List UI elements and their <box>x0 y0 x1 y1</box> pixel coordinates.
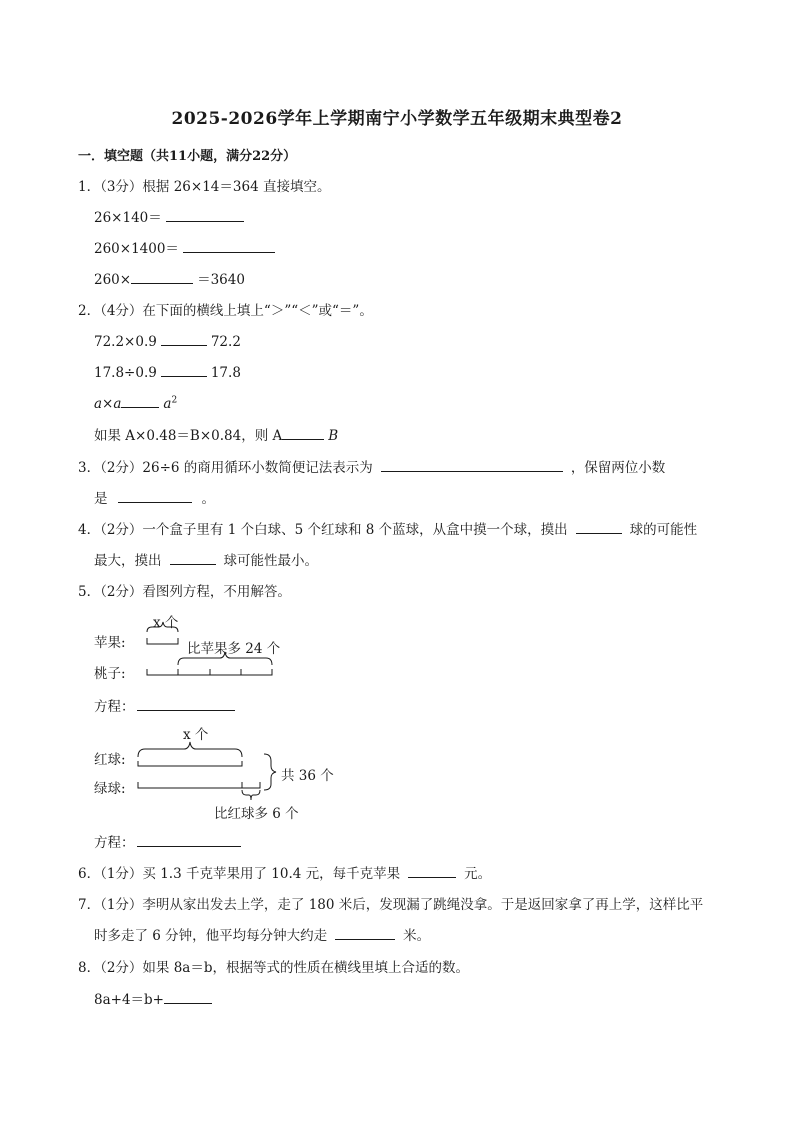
red-x-label: x 个 <box>183 727 209 743</box>
peach-more-label: 比苹果多 24 个 <box>187 641 281 657</box>
total-label: 共 36 个 <box>281 768 334 784</box>
apple-label: 苹果: <box>94 635 126 651</box>
q7-blank[interactable] <box>335 925 395 940</box>
q2-b-left: 17.8÷0.9 <box>94 365 157 381</box>
q8-line-a <box>94 988 216 1008</box>
q3-l2a: 是 <box>94 491 108 507</box>
q2-c-exponent: 2 <box>171 395 178 406</box>
q2-b-right: 17.8 <box>210 365 241 381</box>
q2-c-left: a×a <box>94 396 122 412</box>
q4-l2a: 最大，摸出 <box>94 553 162 569</box>
red-x-brace <box>138 742 242 757</box>
q3-l2b: 。 <box>201 491 215 507</box>
green-more-brace <box>242 790 260 800</box>
q7-l2b: 米。 <box>403 928 431 944</box>
eq2-label <box>94 831 245 851</box>
eq2-text: 方程： <box>94 835 135 851</box>
page-title: 2025-2026学年上学期南宁小学数学五年级期末典型卷2 <box>171 109 623 129</box>
q7-line-1: 7．（1分）李明从家出发去上学，走了 180 米后，发现漏了跳绳没拿。于是返回家拿了再上学，这样比平 <box>78 897 704 913</box>
q3-l1a: 3．（2分）26÷6 的商用循环小数简便记法表示为 <box>78 460 373 476</box>
q4-l1a: 4．（2分）一个盒子里有 1 个白球、5 个红球和 8 个蓝球，从盒中摸一个球，摸出 <box>78 522 568 538</box>
q2-a-left: 72.2×0.9 <box>94 334 157 350</box>
apple-bar <box>147 638 178 644</box>
q1-b-text: 260×1400＝ <box>94 241 179 257</box>
total-brace <box>264 754 276 790</box>
q1-a-text: 26×140＝ <box>94 210 162 226</box>
red-bar <box>138 761 242 766</box>
q8-blank[interactable] <box>164 989 212 1004</box>
red-label: 红球: <box>94 752 126 768</box>
q2-d-right: B <box>328 428 339 444</box>
q7-l2a: 时多走了 6 分钟，他平均每分钟大约走 <box>94 928 328 944</box>
section-heading: 一．填空题（共11小题，满分22分） <box>78 149 297 164</box>
q1-c-text2: ＝3640 <box>197 272 245 288</box>
q6-blank[interactable] <box>408 863 456 878</box>
peach-label: 桃子: <box>94 666 126 682</box>
apple-x-label: x 个 <box>153 615 179 631</box>
eq1-text: 方程： <box>94 699 135 715</box>
q4-l1b: 球的可能性 <box>629 522 698 538</box>
q3-l1b: ，保留两位小数 <box>570 460 666 476</box>
q8-stem: 8．（2分）如果 8a＝b，根据等式的性质在横线里填上合适的数。 <box>78 960 469 976</box>
q8-a: 8a+4＝b+ <box>94 992 164 1008</box>
peach-more-brace <box>178 652 272 665</box>
green-label: 绿球: <box>94 781 126 797</box>
q2-d-left: 如果 A×0.48＝B×0.84，则 A <box>94 428 283 444</box>
q4-l2b: 球可能性最小。 <box>223 553 318 569</box>
q2-c-right: a <box>163 396 172 412</box>
q7-line-2 <box>94 924 430 944</box>
apple-x-brace <box>147 622 178 632</box>
q2-stem: 2．（4分）在下面的横线上填上“＞”“＜”或“＝”。 <box>78 303 373 319</box>
peach-ticks <box>178 669 241 675</box>
eq2-blank[interactable] <box>137 832 241 847</box>
q1-c-text1: 260× <box>94 272 132 288</box>
green-more-label: 比红球多 6 个 <box>214 806 299 822</box>
q6-line <box>78 862 491 882</box>
q5-stem: 5．（2分）看图列方程，不用解答。 <box>78 584 291 600</box>
q6-a: 6．（1分）买 1.3 千克苹果用了 10.4 元，每千克苹果 <box>78 866 401 882</box>
q6-b: 元。 <box>464 866 492 882</box>
q1-stem: 1．（3分）根据 26×14＝364 直接填空。 <box>78 179 331 195</box>
q2-a-right: 72.2 <box>210 334 241 350</box>
